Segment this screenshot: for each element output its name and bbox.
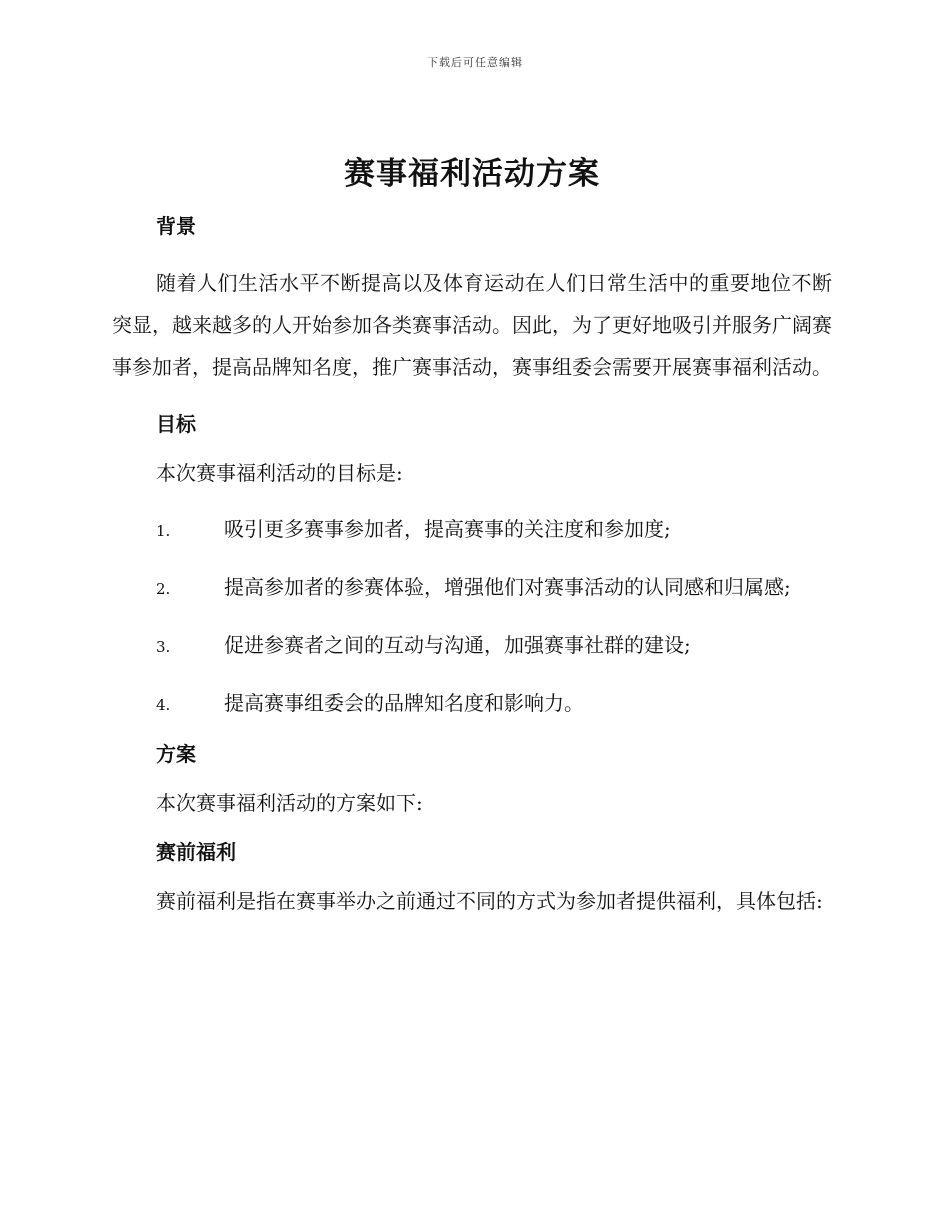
heading-plan: 方案 <box>156 742 196 766</box>
paragraph-pre-event: 赛前福利是指在赛事举办之前通过不同的方式为参加者提供福利，具体包括: <box>156 889 823 913</box>
goal-item-text: 提高赛事组委会的品牌知名度和影响力。 <box>224 691 584 715</box>
goal-item-number: 2. <box>156 580 171 598</box>
heading-background: 背景 <box>156 214 196 238</box>
goal-item-3 <box>112 624 832 668</box>
document-body <box>112 148 832 922</box>
paragraph-plan-intro: 本次赛事福利活动的方案如下: <box>156 791 423 815</box>
goal-item-number: 3. <box>156 638 171 656</box>
goal-item-text: 提高参加者的参赛体验，增强他们对赛事活动的认同感和归属感; <box>224 575 791 599</box>
heading-pre-event: 赛前福利 <box>156 840 236 864</box>
goal-item-2 <box>112 566 832 610</box>
page-header-note: 下载后可任意编辑 <box>427 56 523 69</box>
paragraph-goals-intro: 本次赛事福利活动的目标是: <box>156 461 403 485</box>
document-title: 赛事福利活动方案 <box>344 156 600 192</box>
goal-item-1 <box>112 508 832 552</box>
goal-item-text: 促进参赛者之间的互动与沟通，加强赛事社群的建设; <box>224 633 691 657</box>
heading-goals: 目标 <box>156 412 196 436</box>
paragraph-background: 随着人们生活水平不断提高以及体育运动在人们日常生活中的重要地位不断突显，越来越多的人开始参加各类赛事活动。因此，为了更好地吸引并服务广阔赛事参加者，提高品牌知名度，推广赛事活动，赛事组委会需要开展赛事福利活动。 <box>112 271 832 379</box>
goal-item-text: 吸引更多赛事参加者，提高赛事的关注度和参加度; <box>224 517 671 541</box>
goal-item-number: 4. <box>156 696 171 714</box>
goal-item-number: 1. <box>156 522 171 540</box>
goal-item-4 <box>112 682 832 726</box>
